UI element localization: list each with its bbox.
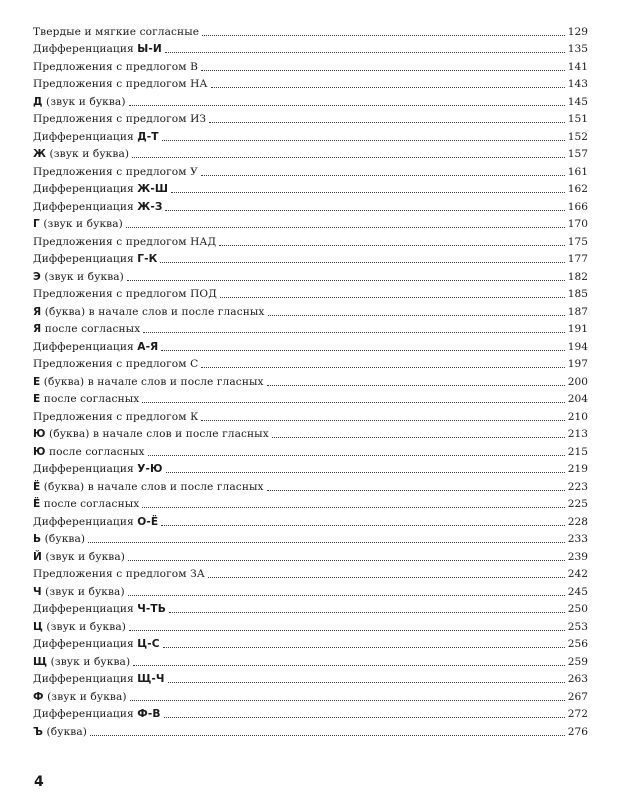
toc-entry-page: 256 (567, 638, 588, 650)
toc-entry-page: 239 (567, 550, 588, 563)
toc-entry (33, 599, 588, 617)
dot-leader (129, 630, 565, 631)
toc-entry (33, 284, 588, 302)
dot-leader (142, 507, 564, 508)
toc-entry (33, 21, 588, 39)
toc-entry-text: Дифференциация (33, 638, 138, 650)
toc-entry-letter: Ф-В (137, 708, 161, 720)
toc-entry-text-suffix: (буква) в начале слов и после гласных (41, 305, 265, 318)
toc-entry-letter: Ч (33, 585, 42, 598)
toc-entry (33, 161, 588, 179)
toc-entry-title (33, 638, 160, 651)
toc-entry-text: Дифференциация (33, 340, 138, 353)
toc-entry (33, 634, 588, 652)
toc-entry (33, 126, 588, 144)
toc-entry-letter: Ы-И (137, 43, 162, 55)
dot-leader (201, 70, 565, 71)
dot-leader (132, 157, 565, 158)
toc-entry-title (33, 621, 126, 634)
toc-entry (33, 214, 588, 232)
toc-entry-text: Дифференциация (33, 200, 138, 213)
toc-entry-page: 182 (567, 270, 588, 283)
toc-entry-text-suffix: (буква) в начале слов и после гласных (40, 375, 264, 388)
dot-leader (219, 245, 565, 246)
toc-entry (33, 476, 588, 494)
toc-entry-text-suffix: после согласных (40, 393, 140, 405)
toc-entry-letter: Ф (33, 690, 44, 703)
toc-entry-page: 191 (567, 323, 588, 335)
toc-entry-page: 145 (567, 95, 588, 108)
toc-entry-page: 210 (567, 410, 588, 423)
dot-leader (201, 175, 565, 176)
toc-entry-text: Дифференциация (33, 603, 138, 615)
toc-entry-page: 263 (567, 673, 588, 685)
toc-entry (33, 56, 588, 74)
toc-entry (33, 109, 588, 127)
toc-entry-title (33, 306, 265, 319)
toc-entry (33, 231, 588, 249)
toc-entry-text: Предложения с предлогом С (33, 358, 199, 370)
toc-entry-text-suffix: (звук и буква) (42, 620, 126, 633)
dot-leader (164, 717, 565, 718)
toc-entry-page: 253 (567, 620, 588, 633)
toc-entry (33, 144, 588, 162)
toc-entry (33, 616, 588, 634)
toc-entry-letter: Ё (33, 480, 41, 493)
toc-entry-page: 228 (567, 515, 588, 528)
toc-entry (33, 389, 588, 407)
toc-entry-letter: Ц-С (137, 638, 160, 650)
toc-entry-title (33, 708, 161, 721)
toc-entry-title (33, 166, 198, 179)
toc-entry-title (33, 148, 129, 161)
toc-entry-title (33, 726, 87, 739)
toc-entry-letter: Ж-Ш (137, 183, 169, 195)
dot-leader (268, 315, 565, 316)
dot-leader (171, 192, 565, 193)
toc-entry-page: 162 (567, 183, 588, 195)
toc-entry-letter: О-Ё (137, 515, 159, 528)
page-number: 4 (34, 774, 44, 790)
toc-entry-text: Дифференциация (33, 708, 138, 720)
toc-entry-page: 187 (567, 305, 588, 318)
table-of-contents (33, 21, 588, 739)
toc-entry-title (33, 253, 157, 266)
toc-entry-page: 170 (567, 218, 588, 230)
toc-entry-letter: Е (33, 375, 41, 388)
toc-entry-text-suffix: после согласных (41, 323, 141, 335)
toc-entry (33, 336, 588, 354)
toc-entry-title (33, 61, 198, 74)
toc-entry-title (33, 393, 139, 406)
toc-entry-page: 259 (567, 655, 588, 668)
toc-entry-title (33, 533, 85, 546)
dot-leader (267, 490, 565, 491)
toc-entry-page: 233 (567, 533, 588, 545)
toc-entry (33, 39, 588, 57)
toc-entry-text: Дифференциация (33, 673, 138, 685)
toc-entry-title (33, 131, 159, 144)
toc-entry (33, 179, 588, 197)
toc-entry (33, 686, 588, 704)
toc-entry-letter: Ю (33, 445, 46, 458)
toc-entry (33, 354, 588, 372)
toc-entry-text-suffix: после согласных (40, 498, 140, 510)
toc-entry-title (33, 201, 162, 214)
toc-entry (33, 459, 588, 477)
toc-entry-page: 215 (567, 445, 588, 458)
toc-entry-text: Дифференциация (33, 183, 138, 195)
toc-entry-title (33, 498, 139, 511)
toc-entry-letter: Й (33, 550, 42, 563)
toc-entry-letter: А-Я (137, 340, 159, 353)
toc-entry-title (33, 183, 168, 196)
dot-leader (161, 525, 565, 526)
toc-entry-page: 267 (567, 690, 588, 703)
dot-leader (148, 455, 565, 456)
toc-entry-title (33, 481, 264, 494)
toc-entry-page: 250 (567, 603, 588, 615)
toc-entry (33, 249, 588, 267)
toc-entry-title (33, 96, 126, 109)
toc-entry-letter: Щ-Ч (137, 673, 165, 685)
toc-entry-text: Предложения с предлогом НАД (33, 235, 217, 248)
toc-entry-text: Предложения с предлогом НА (33, 78, 208, 90)
toc-entry-title (33, 341, 158, 354)
toc-entry-title (33, 358, 198, 371)
toc-entry-title (33, 376, 264, 389)
toc-entry-page: 213 (567, 428, 588, 440)
toc-entry-title (33, 603, 166, 616)
dot-leader (90, 735, 565, 736)
toc-entry-page: 161 (567, 165, 588, 178)
toc-entry (33, 91, 588, 109)
toc-entry-text-suffix: (буква) (43, 725, 88, 738)
dot-leader (165, 52, 565, 53)
toc-entry-title (33, 586, 125, 599)
dot-leader (160, 262, 564, 263)
toc-entry-title (33, 271, 124, 284)
toc-entry-title (33, 463, 163, 476)
toc-entry (33, 441, 588, 459)
toc-entry-title (33, 78, 208, 91)
toc-entry-page: 175 (567, 235, 588, 248)
toc-entry-text-suffix: (звук и буква) (42, 95, 126, 108)
dot-leader (208, 577, 565, 578)
toc-entry-title (33, 428, 269, 441)
toc-entry (33, 529, 588, 547)
toc-entry (33, 546, 588, 564)
dot-leader (162, 140, 565, 141)
toc-entry-text-suffix: (буква) (41, 533, 86, 545)
toc-entry-title (33, 323, 140, 336)
toc-entry-letter: Ъ (33, 725, 44, 738)
toc-entry-text: Дифференциация (33, 130, 138, 143)
toc-entry-text: Дифференциация (33, 463, 138, 475)
toc-entry (33, 511, 588, 529)
toc-entry-letter: Э (33, 270, 41, 283)
toc-entry-page: 200 (567, 375, 588, 388)
toc-entry-page: 197 (567, 358, 588, 370)
toc-entry-text: Предложения с предлогом К (33, 410, 199, 423)
toc-entry (33, 406, 588, 424)
toc-entry (33, 651, 588, 669)
toc-entry-title (33, 551, 125, 564)
toc-entry-text: Дифференциация (33, 515, 138, 528)
toc-entry (33, 669, 588, 687)
toc-entry-letter: Д-Т (137, 130, 159, 143)
dot-leader (142, 402, 564, 403)
toc-entry-letter: Г-К (137, 253, 158, 265)
toc-entry-page: 245 (567, 585, 588, 598)
toc-entry-text: Предложения с предлогом В (33, 60, 198, 73)
toc-entry-text: Дифференциация (33, 253, 138, 265)
toc-entry-page: 141 (567, 60, 588, 73)
toc-entry-letter: Ж (33, 148, 47, 160)
toc-entry-letter: У-Ю (137, 463, 163, 475)
dot-leader (211, 87, 565, 88)
dot-leader (161, 350, 564, 351)
toc-entry-letter: Я (33, 305, 42, 318)
dot-leader (129, 105, 565, 106)
toc-entry-page: 157 (567, 148, 588, 160)
dot-leader (166, 472, 565, 473)
dot-leader (202, 35, 565, 36)
toc-entry-page: 225 (567, 498, 588, 510)
toc-entry-page: 177 (567, 253, 588, 265)
toc-entry (33, 371, 588, 389)
toc-entry-title (33, 288, 217, 301)
toc-entry-page: 242 (567, 568, 588, 580)
toc-entry-title (33, 656, 130, 669)
toc-entry (33, 301, 588, 319)
toc-entry-text-suffix: после согласных (45, 445, 145, 458)
dot-leader (143, 332, 564, 333)
dot-leader (201, 367, 564, 368)
toc-entry-text-suffix: (звук и буква) (43, 690, 127, 703)
dot-leader (88, 542, 565, 543)
toc-entry-title (33, 691, 127, 704)
toc-entry-text: Предложения с предлогом У (33, 165, 198, 178)
toc-entry-title (33, 411, 198, 424)
toc-entry (33, 266, 588, 284)
toc-entry-title (33, 218, 123, 231)
toc-entry-letter: Ж-З (137, 200, 163, 213)
toc-entry-text-suffix: (звук и буква) (46, 148, 130, 160)
toc-entry-page: 143 (567, 78, 588, 90)
toc-entry-page: 272 (567, 708, 588, 720)
toc-entry-page: 129 (567, 25, 588, 38)
dot-leader (128, 595, 565, 596)
toc-entry-title (33, 446, 145, 459)
dot-leader (201, 420, 564, 421)
dot-leader (220, 297, 565, 298)
dot-leader (168, 682, 565, 683)
toc-entry-page: 223 (567, 480, 588, 493)
toc-entry-page: 276 (567, 725, 588, 738)
toc-entry-letter: Г (33, 218, 40, 230)
dot-leader (169, 612, 565, 613)
dot-leader (133, 665, 565, 666)
toc-entry-title (33, 26, 199, 39)
toc-entry-text: Предложения с предлогом ИЗ (33, 113, 207, 125)
toc-entry (33, 319, 588, 337)
toc-entry-text: Дифференциация (33, 43, 138, 55)
toc-entry (33, 581, 588, 599)
toc-entry-letter: Ь (33, 533, 42, 545)
toc-entry-text: Предложения с предлогом ПОД (33, 288, 217, 300)
toc-entry (33, 74, 588, 92)
toc-entry-title (33, 568, 205, 581)
toc-entry-letter: Е (33, 393, 41, 405)
toc-entry-letter: Д (33, 95, 43, 108)
toc-entry (33, 494, 588, 512)
dot-leader (127, 280, 565, 281)
toc-entry-text: Предложения с предлогом ЗА (33, 568, 205, 580)
toc-entry (33, 721, 588, 739)
toc-entry-title (33, 113, 206, 126)
dot-leader (128, 560, 565, 561)
toc-entry-text-suffix: (звук и буква) (47, 655, 131, 668)
toc-entry-letter: Ё (33, 498, 41, 510)
toc-entry-page: 151 (567, 113, 588, 125)
toc-entry (33, 704, 588, 722)
toc-entry-title (33, 516, 158, 529)
toc-entry-page: 185 (567, 288, 588, 300)
toc-entry (33, 196, 588, 214)
toc-entry-letter: Ц (33, 620, 43, 633)
dot-leader (163, 647, 565, 648)
toc-entry-text-suffix: (звук и буква) (39, 218, 123, 230)
toc-entry-letter: Я (33, 323, 42, 335)
dot-leader (209, 122, 565, 123)
toc-entry-title (33, 43, 162, 56)
toc-entry-text-suffix: (буква) в начале слов и после гласных (45, 428, 269, 440)
dot-leader (126, 227, 565, 228)
toc-entry-text-suffix: (звук и буква) (40, 270, 124, 283)
toc-entry-text-suffix: (звук и буква) (41, 550, 126, 563)
dot-leader (272, 437, 565, 438)
toc-entry-page: 204 (567, 393, 588, 405)
dot-leader (165, 210, 564, 211)
dot-leader (267, 385, 565, 386)
toc-entry-page: 152 (567, 130, 588, 143)
toc-entry (33, 424, 588, 442)
toc-entry-title (33, 673, 165, 686)
toc-entry-text-suffix: (звук и буква) (41, 585, 125, 598)
toc-entry-letter: Ю (33, 428, 46, 440)
toc-entry-title (33, 236, 216, 249)
toc-entry-text: Твердые и мягкие согласные (33, 25, 200, 38)
toc-entry-page: 166 (567, 200, 588, 213)
toc-entry-page: 219 (567, 463, 588, 475)
toc-entry-page: 194 (567, 340, 588, 353)
toc-entry-letter: Щ (33, 655, 48, 668)
toc-entry-page: 135 (567, 43, 588, 55)
toc-entry (33, 564, 588, 582)
toc-entry-text-suffix: (буква) в начале слов и после гласных (40, 480, 264, 493)
toc-entry-letter: Ч-ТЬ (137, 603, 166, 615)
dot-leader (130, 700, 565, 701)
